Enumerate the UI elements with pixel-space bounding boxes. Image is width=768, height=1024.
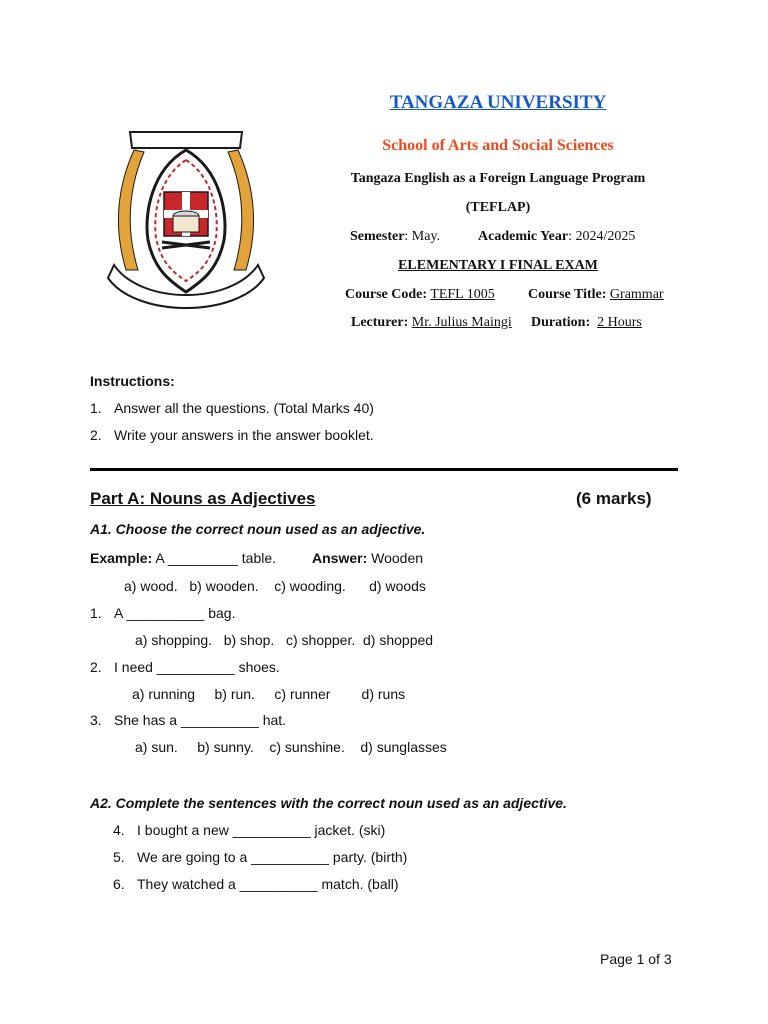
semester-value: : May. [404, 229, 441, 244]
question-options: a) running b) run. c) runner d) runs [132, 686, 406, 702]
answer-line [312, 550, 423, 566]
answer-label: Answer: [312, 550, 368, 566]
example-text: A _________ table. [152, 550, 277, 566]
school-name: School of Arts and Social Sciences [382, 137, 614, 154]
semester-line [350, 229, 440, 245]
question-item: 3. She has a __________ hat. [90, 712, 287, 728]
university-name: TANGAZA UNIVERSITY [389, 92, 607, 113]
question-item: 1. A __________ bag. [90, 605, 236, 621]
question-item: 6. They watched a __________ match. (ball) [113, 876, 399, 892]
university-logo [96, 120, 276, 320]
program-name: Tangaza English as a Foreign Language Program [350, 171, 646, 186]
example-label: Example: [90, 550, 153, 566]
logo-ribbon-right [228, 150, 254, 270]
semester-label: Semester [350, 229, 405, 244]
academic-year-line [478, 229, 635, 245]
a1-heading: A1. Choose the correct noun used as an adjective. [90, 521, 426, 537]
question-item: 2. I need __________ shoes. [90, 659, 280, 675]
exam-title: ELEMENTARY I FINAL EXAM [398, 258, 598, 273]
part-a-marks: (6 marks) [576, 489, 652, 508]
a2-heading: A2. Complete the sentences with the correct noun used as an adjective. [90, 795, 567, 811]
page-number: Page 1 of 3 [600, 951, 672, 967]
question-options: a) sun. b) sunny. c) sunshine. d) sunglasses [135, 739, 447, 755]
instruction-item: 1. Answer all the questions. (Total Marks 40) [90, 400, 374, 416]
question-options: a) shopping. b) shop. c) shopper. d) shopped [135, 632, 434, 648]
section-divider [90, 468, 678, 471]
instruction-item: 2. Write your answers in the answer booklet. [90, 427, 374, 443]
example-options: a) wood. b) wooden. c) wooding. d) woods [124, 578, 426, 594]
program-abbreviation: (TEFLAP) [465, 200, 531, 215]
lecturer-value: Mr. Julius Maingi [411, 315, 512, 330]
answer-text: Wooden [367, 550, 424, 566]
course-code-line [345, 287, 495, 303]
course-code-value: TEFL 1005 [430, 287, 495, 302]
duration-label: Duration: [531, 315, 591, 330]
academic-year-value: : 2024/2025 [568, 229, 636, 244]
lecturer-label: Lecturer: [351, 315, 409, 330]
duration-line [531, 315, 642, 331]
logo-ribbon-left [118, 150, 144, 270]
example-line [90, 550, 276, 566]
question-item: 4. I bought a new __________ jacket. (ski) [113, 822, 386, 838]
academic-year-label: Academic Year [478, 229, 569, 244]
part-a-title: Part A: Nouns as Adjectives [90, 489, 316, 508]
question-item: 5. We are going to a __________ party. (birth) [113, 849, 408, 865]
duration-value: 2 Hours [597, 315, 642, 330]
course-title-label: Course Title: [528, 287, 607, 302]
logo-top-banner [130, 132, 242, 148]
course-title-value: Grammar [609, 287, 664, 302]
instructions-title: Instructions: [90, 373, 175, 389]
course-code-label: Course Code: [345, 287, 428, 302]
lecturer-line [351, 315, 512, 331]
course-title-line [528, 287, 664, 303]
